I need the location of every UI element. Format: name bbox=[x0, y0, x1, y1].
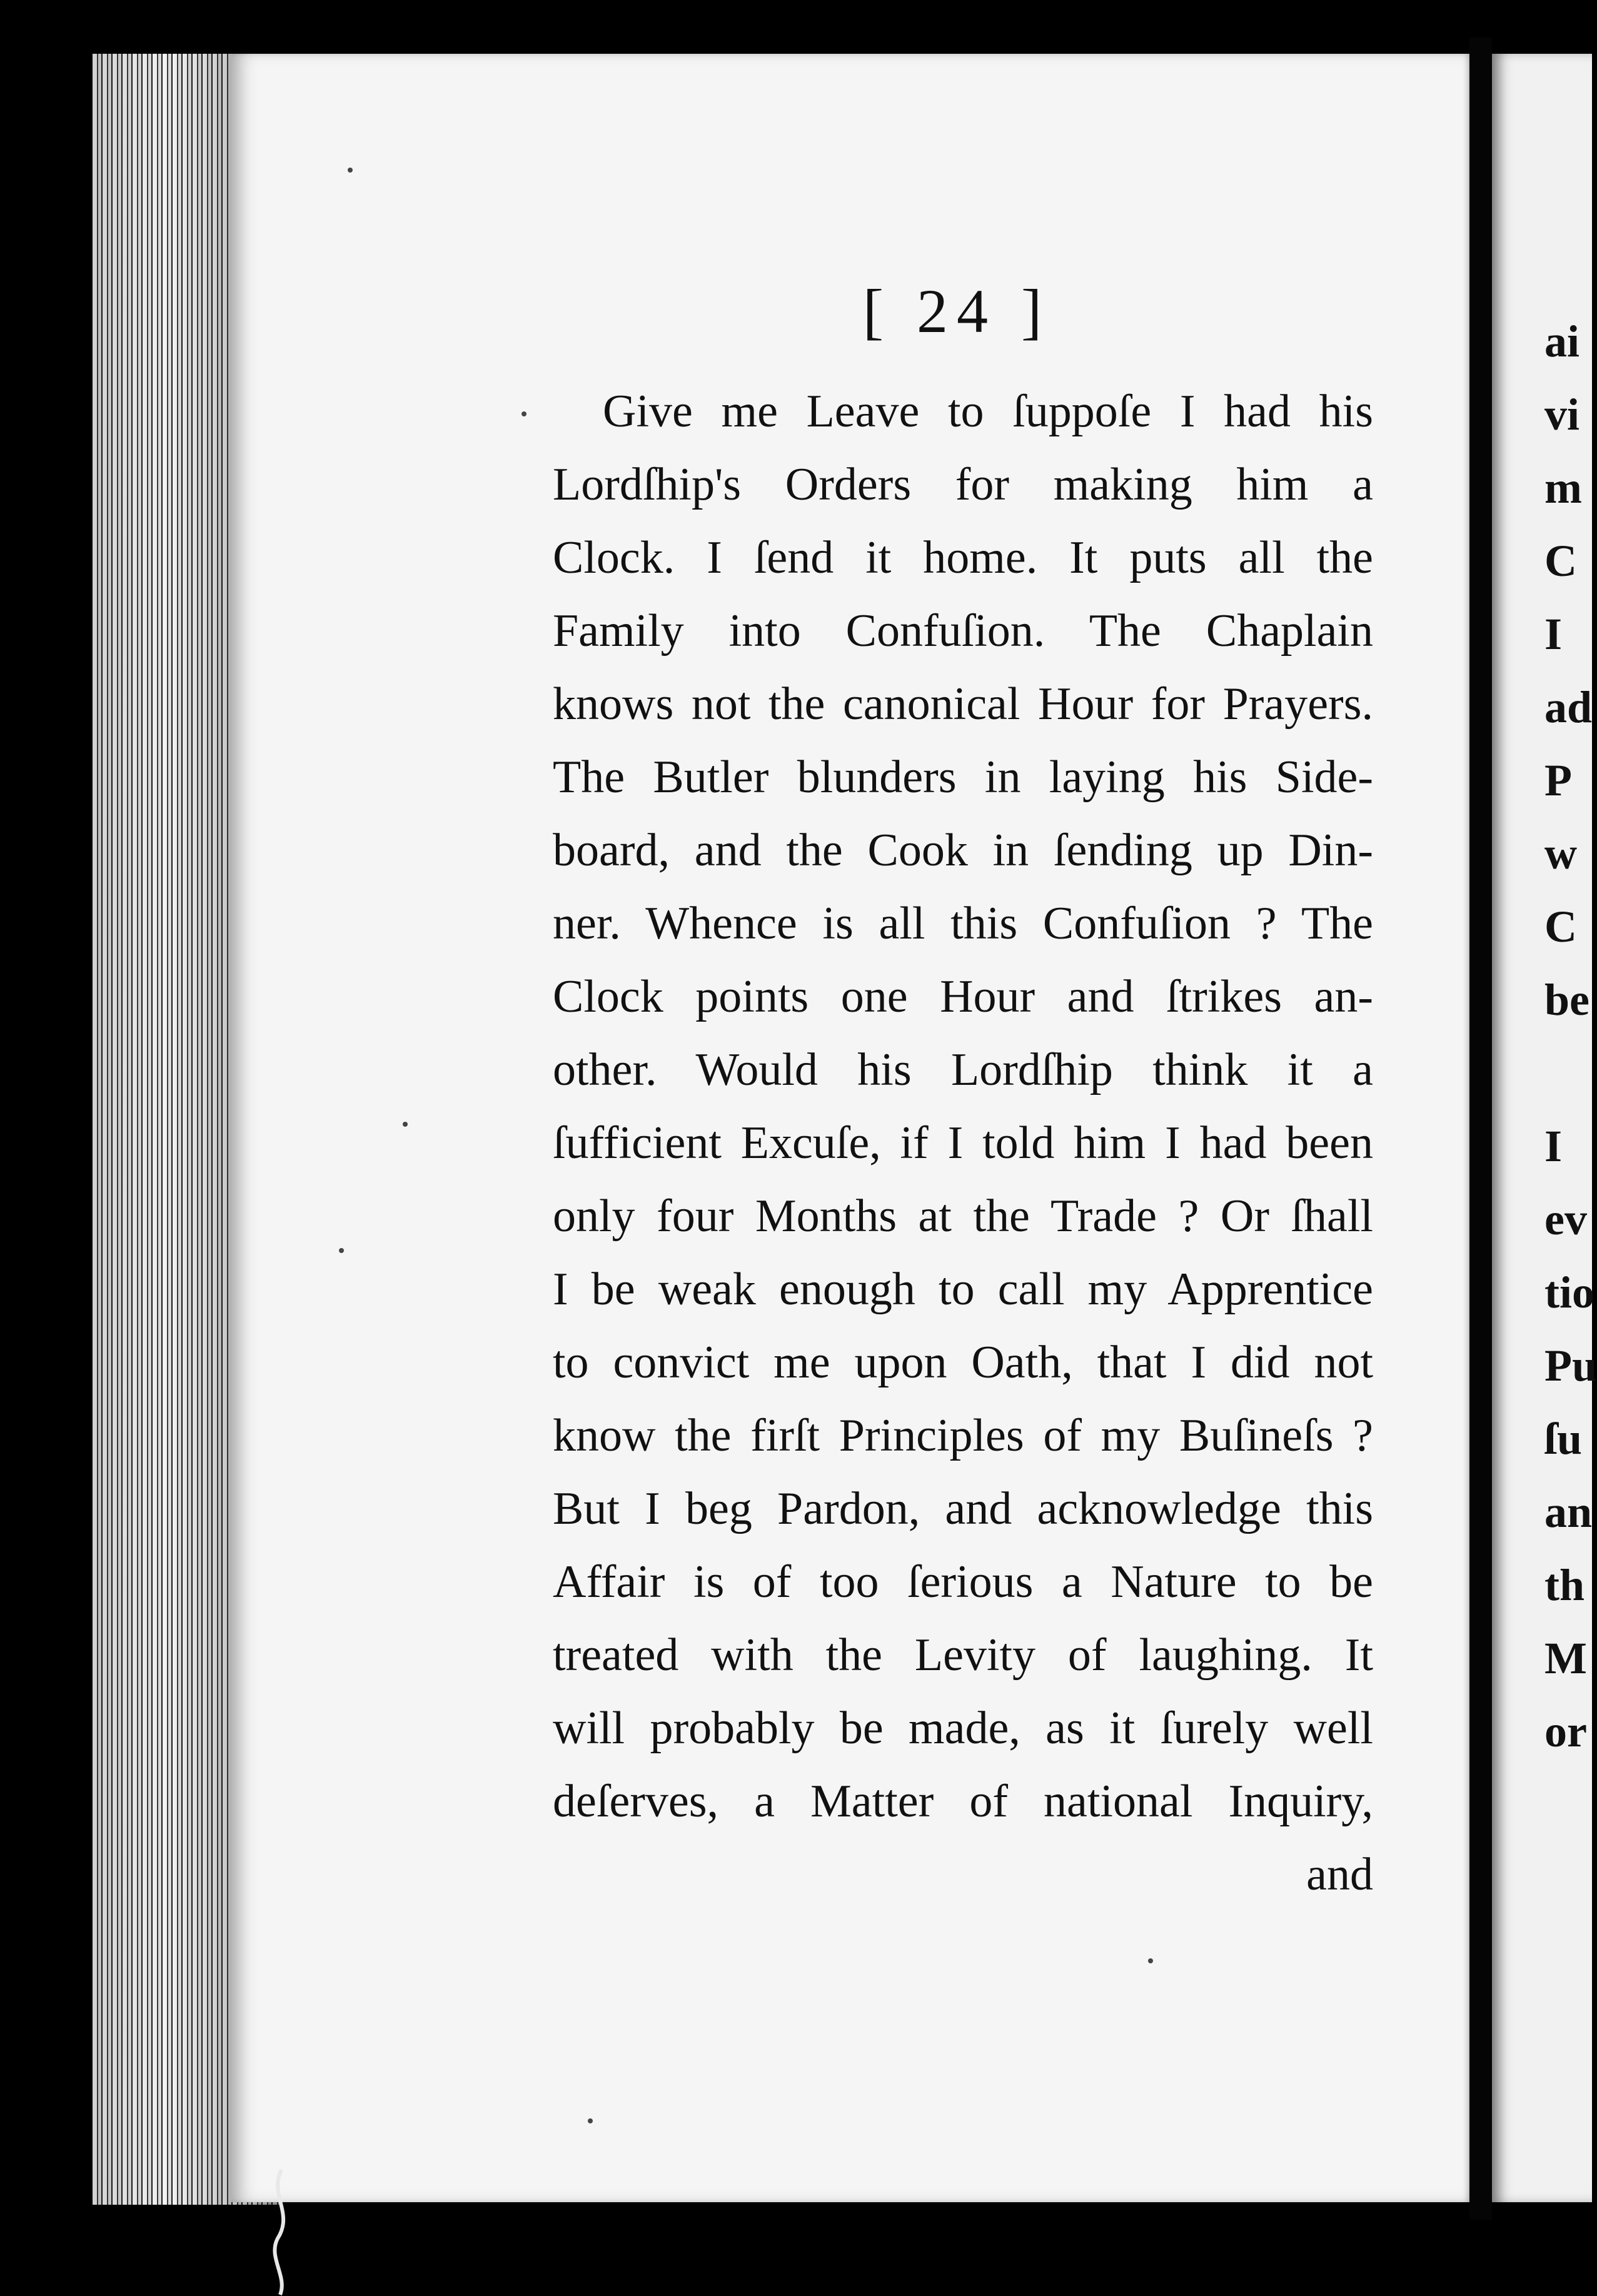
ink-speck bbox=[1148, 1958, 1153, 1963]
text-line: treated with the Levity of laughing. It bbox=[553, 1629, 1373, 1681]
facing-fragment: ai bbox=[1544, 316, 1580, 366]
facing-fragment bbox=[1544, 1037, 1581, 1110]
ink-speck bbox=[521, 411, 526, 416]
facing-fragment: I bbox=[1544, 1121, 1563, 1171]
text-line: know the firſt Principles of my Buſineſs ? bbox=[553, 1410, 1373, 1461]
facing-page-text bbox=[1544, 305, 1597, 1768]
text-line: other. Would his Lordſhip think it a bbox=[553, 1044, 1373, 1095]
ink-speck bbox=[348, 168, 353, 173]
book-gutter bbox=[1469, 38, 1492, 2220]
text-line: deſerves, a Matter of national Inquiry, bbox=[553, 1776, 1373, 1827]
text-line: to convict me upon Oath, that I did not bbox=[553, 1337, 1373, 1388]
facing-fragment: tio bbox=[1544, 1267, 1594, 1317]
text-line: will probably be made, as it ſurely well bbox=[553, 1703, 1373, 1754]
facing-fragment: w bbox=[1544, 828, 1577, 879]
facing-fragment: be bbox=[1544, 975, 1589, 1025]
catchword: and bbox=[1306, 1849, 1373, 1900]
text-line: But I beg Pardon, and acknowledge this bbox=[553, 1483, 1373, 1534]
text-line: knows not the canonical Hour for Prayers. bbox=[553, 678, 1373, 730]
text-line: Give me Leave to ſuppoſe I had his bbox=[603, 386, 1373, 437]
text-line: ner. Whence is all this Confuſion ? The bbox=[553, 898, 1373, 949]
facing-fragment: M bbox=[1544, 1633, 1587, 1683]
facing-fragment: C bbox=[1544, 902, 1577, 952]
text-line: The Butler blunders in laying his Side- bbox=[553, 752, 1373, 803]
facing-fragment: ſu bbox=[1544, 1414, 1583, 1464]
ink-speck bbox=[588, 2118, 593, 2123]
text-line: I be weak enough to call my Apprentice bbox=[553, 1264, 1373, 1315]
ink-speck bbox=[403, 1122, 408, 1127]
text-line: Clock. I ſend it home. It puts all the bbox=[553, 532, 1373, 583]
facing-fragment: an bbox=[1544, 1487, 1593, 1537]
text-line: Family into Confuſion. The Chaplain bbox=[553, 605, 1373, 657]
facing-fragment: C bbox=[1544, 536, 1577, 586]
facing-fragment: Pu bbox=[1544, 1341, 1597, 1391]
facing-fragment: ad bbox=[1544, 682, 1593, 732]
ink-speck bbox=[339, 1248, 344, 1253]
body-text bbox=[553, 375, 1373, 1911]
text-line: Lordſhip's Orders for making him a bbox=[553, 459, 1373, 510]
facing-fragment: th bbox=[1544, 1560, 1585, 1610]
facing-fragment: vi bbox=[1544, 390, 1580, 440]
facing-fragment: or bbox=[1544, 1706, 1587, 1756]
text-line: only four Months at the Trade ? Or ſhall bbox=[553, 1191, 1373, 1242]
text-line: Affair is of too ſerious a Nature to be bbox=[553, 1556, 1373, 1608]
facing-fragment: P bbox=[1544, 755, 1572, 805]
facing-fragment: ev bbox=[1544, 1194, 1587, 1244]
text-line: board, and the Cook in ſending up Din- bbox=[553, 825, 1373, 876]
facing-fragment: m bbox=[1544, 463, 1582, 513]
thread-fiber bbox=[263, 2170, 300, 2295]
facing-fragment: I bbox=[1544, 609, 1563, 659]
page-number-header: [ 24 ] bbox=[862, 276, 1051, 346]
text-line: Clock points one Hour and ſtrikes an- bbox=[553, 971, 1373, 1022]
text-line: ſufficient Excuſe, if I told him I had been bbox=[553, 1117, 1373, 1169]
